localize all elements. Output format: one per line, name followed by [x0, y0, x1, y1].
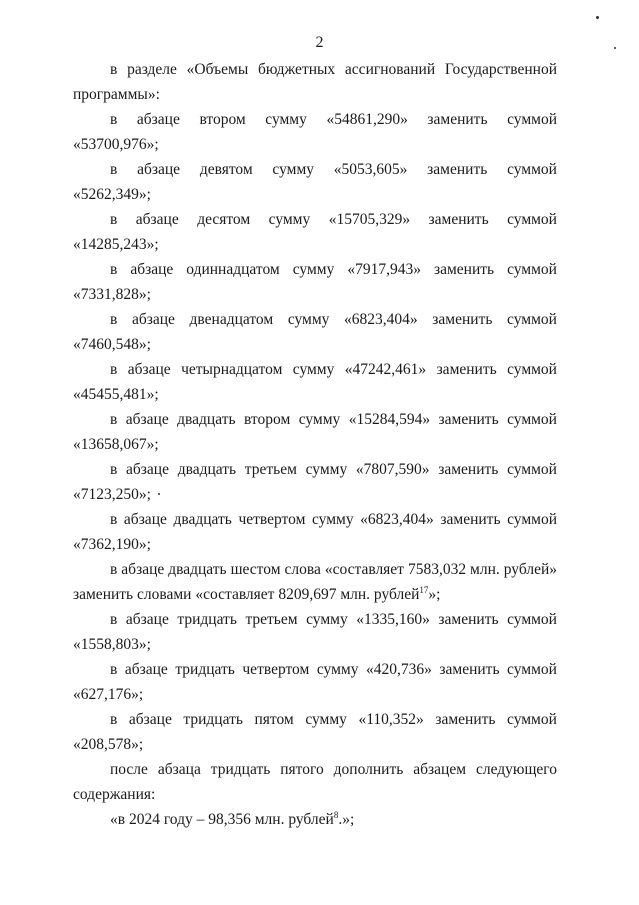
paragraph-word: «7917,943» [347, 261, 421, 278]
paragraph [73, 207, 557, 257]
paragraph-continuation: «1558,803»; [73, 636, 151, 653]
paragraph-word: тридцать [183, 711, 243, 728]
paragraph-word: заменить [438, 611, 499, 628]
paragraph-word: сумму [305, 461, 348, 478]
paragraph-word: четвертом [238, 511, 306, 528]
paragraph-word: сумму [311, 511, 354, 528]
paragraph-word: заменить [438, 461, 499, 478]
paragraph-word: четырнадцатом [181, 361, 283, 378]
paragraph [73, 757, 557, 807]
paragraph-word: десятом [197, 211, 251, 228]
paragraph-word: суммой [507, 461, 557, 478]
document-body [73, 57, 557, 832]
paragraph-word: суммой [507, 161, 557, 178]
page-number: 2 [315, 34, 324, 51]
paragraph-word: абзаце [127, 361, 171, 378]
paragraph-word: сумму [287, 311, 330, 328]
paragraph-word: «7807,590» [355, 461, 430, 478]
paragraph-word: суммой [507, 211, 557, 228]
paragraph-text: в абзаце двадцать шестом слова «составляет 7583,032 млн. рублей» [110, 561, 557, 578]
paragraph-word: суммой [507, 311, 557, 328]
paragraph-word: «6823,404» [344, 311, 418, 328]
paragraph-word: абзаце [135, 211, 179, 228]
paragraph-text: «в 2024 году – 98,356 млн. рублей [110, 811, 334, 828]
paragraph-word: сумму [316, 661, 359, 678]
paragraph-first-line [73, 357, 557, 382]
paragraph-word: в [110, 461, 118, 478]
paragraph-word: абзаце [130, 261, 174, 278]
paragraph-word: сумму [305, 711, 347, 728]
paragraph-word: четвертом [242, 661, 310, 678]
paragraph-continuation: «5262,349»; [73, 186, 151, 203]
paragraph-word: абзаце [128, 711, 172, 728]
paragraph-word: заменить [439, 661, 500, 678]
paragraph-word: двадцать [177, 461, 237, 478]
paragraph-continuation: «7460,548»; [73, 336, 151, 353]
paragraph-word: суммой [507, 611, 557, 628]
paragraph-word: суммой [507, 111, 557, 128]
paragraph [73, 707, 557, 757]
paragraph-word: абзаце [137, 161, 181, 178]
paragraph-word: «54861,290» [326, 111, 408, 128]
paragraph-first-line [73, 707, 557, 732]
paragraph-word: сумму [268, 211, 311, 228]
paragraph-word: абзаце [136, 111, 180, 128]
paragraph-continuation: «14285,243»; [73, 236, 159, 253]
paragraph-word: суммой [507, 511, 557, 528]
paragraph-word: заменить [432, 311, 493, 328]
paragraph-word: сумму [272, 161, 315, 178]
paragraph-word: заменить [427, 111, 488, 128]
paragraph-first-line [73, 757, 557, 782]
paragraph-word: двадцать [173, 511, 232, 528]
paragraph-word: в [110, 411, 118, 428]
paragraph-word: в [110, 161, 118, 178]
paragraph-continuation: программы»: [73, 86, 160, 103]
paragraph-first-line [73, 407, 557, 432]
paragraph-first-line [73, 307, 557, 332]
paragraph-continuation: «7331,828»; [73, 286, 151, 303]
paragraph-text: в разделе «Объемы бюджетных ассигнований Государственной [110, 61, 557, 78]
paragraph-word: двенадцатом [189, 311, 274, 328]
paragraph-word: в [110, 311, 118, 328]
paragraph-word: абзаце [123, 511, 167, 528]
paragraph-word: суммой [507, 661, 557, 678]
paragraph [73, 357, 557, 407]
paragraph-word: в [110, 111, 118, 128]
paragraph-word: суммой [507, 711, 557, 728]
paragraph [73, 307, 557, 357]
paragraph-continuation: «13658,067»; [73, 436, 159, 453]
paragraph-word: сумму [265, 111, 307, 128]
paragraph-text: »; [428, 586, 441, 603]
paragraph-word: суммой [507, 361, 557, 378]
paragraph-text: после абзаца тридцать пятого дополнить абзацем следующего [110, 761, 557, 778]
paragraph-word: заменить [436, 361, 497, 378]
paragraph-continuation: «7123,250»; [73, 486, 151, 503]
paragraph-word: тридцать [175, 661, 235, 678]
final-line [73, 807, 557, 832]
footnote-ref: 8 [333, 809, 339, 820]
paragraph-continuation: «53700,976»; [73, 136, 159, 153]
paragraph [73, 507, 557, 557]
paragraph-first-line [73, 457, 557, 482]
paragraph [73, 657, 557, 707]
paragraph-word: абзаце [124, 661, 168, 678]
footnote-ref: 17 [419, 584, 429, 595]
paragraph-continuation: «45455,481»; [73, 386, 159, 403]
paragraph [73, 457, 557, 507]
paragraph-word: пятом [254, 711, 294, 728]
paragraph-word: третьем [244, 461, 297, 478]
paragraph-word: тридцать [177, 611, 237, 628]
paragraph-word: одиннадцатом [186, 261, 280, 278]
paragraph-first-line [73, 607, 557, 632]
paragraph-first-line [73, 57, 557, 82]
paragraph-continuation: «7362,190»; [73, 536, 151, 553]
scan-speck [614, 47, 616, 49]
paragraph-first-line [73, 157, 557, 182]
paragraph-word: сумму [292, 361, 335, 378]
paragraph-word: «15705,329» [328, 211, 411, 228]
scan-speck [596, 16, 599, 19]
paragraph-word: втором [199, 111, 246, 128]
paragraph-word: суммой [507, 261, 557, 278]
paragraph-word: в [110, 511, 118, 528]
paragraph [73, 257, 557, 307]
paragraph-word: абзаце [125, 411, 169, 428]
paragraph-word: девятом [199, 161, 253, 178]
paragraph-first-line [73, 107, 557, 132]
paragraph-word: сумму [298, 411, 341, 428]
paragraph-word: заменить [433, 261, 495, 278]
paragraph-word: «420,736» [365, 661, 432, 678]
paragraph-word: «1335,160» [356, 611, 430, 628]
paragraph-first-line [73, 507, 557, 532]
paragraph [73, 107, 557, 157]
paragraph-continuation: содержания: [73, 786, 156, 803]
paragraph-word: третьем [245, 611, 298, 628]
paragraph-word: абзаце [125, 611, 169, 628]
paragraph-word: двадцать [177, 411, 236, 428]
paragraph-word: абзаце [126, 461, 169, 478]
paragraph-word: суммой [507, 411, 557, 428]
paragraph-word: заменить [438, 411, 499, 428]
paragraph-first-line [73, 207, 557, 232]
paragraph-first-line [73, 557, 557, 582]
paragraph-word: заменить [435, 711, 496, 728]
paragraph-word: заменить [440, 511, 501, 528]
paragraph-word: в [110, 611, 118, 628]
paragraph-word: «110,352» [358, 711, 424, 728]
paragraph-word: в [110, 261, 118, 278]
paragraph-word: сумму [292, 261, 335, 278]
paragraph-word: в [110, 661, 118, 678]
paragraph-first-line [73, 657, 557, 682]
paragraph [73, 157, 557, 207]
paragraph-word: заменить [427, 161, 488, 178]
paragraph-word: втором [243, 411, 291, 428]
paragraph [73, 607, 557, 657]
paragraph-continuation: «627,176»; [73, 686, 144, 703]
scan-speck [158, 493, 160, 495]
paragraph [73, 407, 557, 457]
paragraph [73, 557, 557, 607]
paragraph-text: заменить словами «составляет 8209,697 млн. рублей [73, 586, 420, 603]
paragraph-text: .»; [338, 811, 355, 828]
paragraph-word: «15284,594» [348, 411, 431, 428]
paragraph-word: заменить [428, 211, 489, 228]
paragraph-word: «5053,605» [333, 161, 408, 178]
paragraph-word: в [110, 211, 118, 228]
paragraph-continuation [73, 582, 557, 607]
paragraph-first-line [73, 257, 557, 282]
paragraph-word: «47242,461» [344, 361, 427, 378]
paragraph-word: в [110, 711, 118, 728]
paragraph-word: сумму [306, 611, 348, 628]
paragraph-continuation: «208,578»; [73, 736, 144, 753]
paragraph [73, 57, 557, 107]
paragraph-word: абзаце [131, 311, 175, 328]
paragraph-word: «6823,404» [360, 511, 434, 528]
paragraph-word: в [110, 361, 118, 378]
